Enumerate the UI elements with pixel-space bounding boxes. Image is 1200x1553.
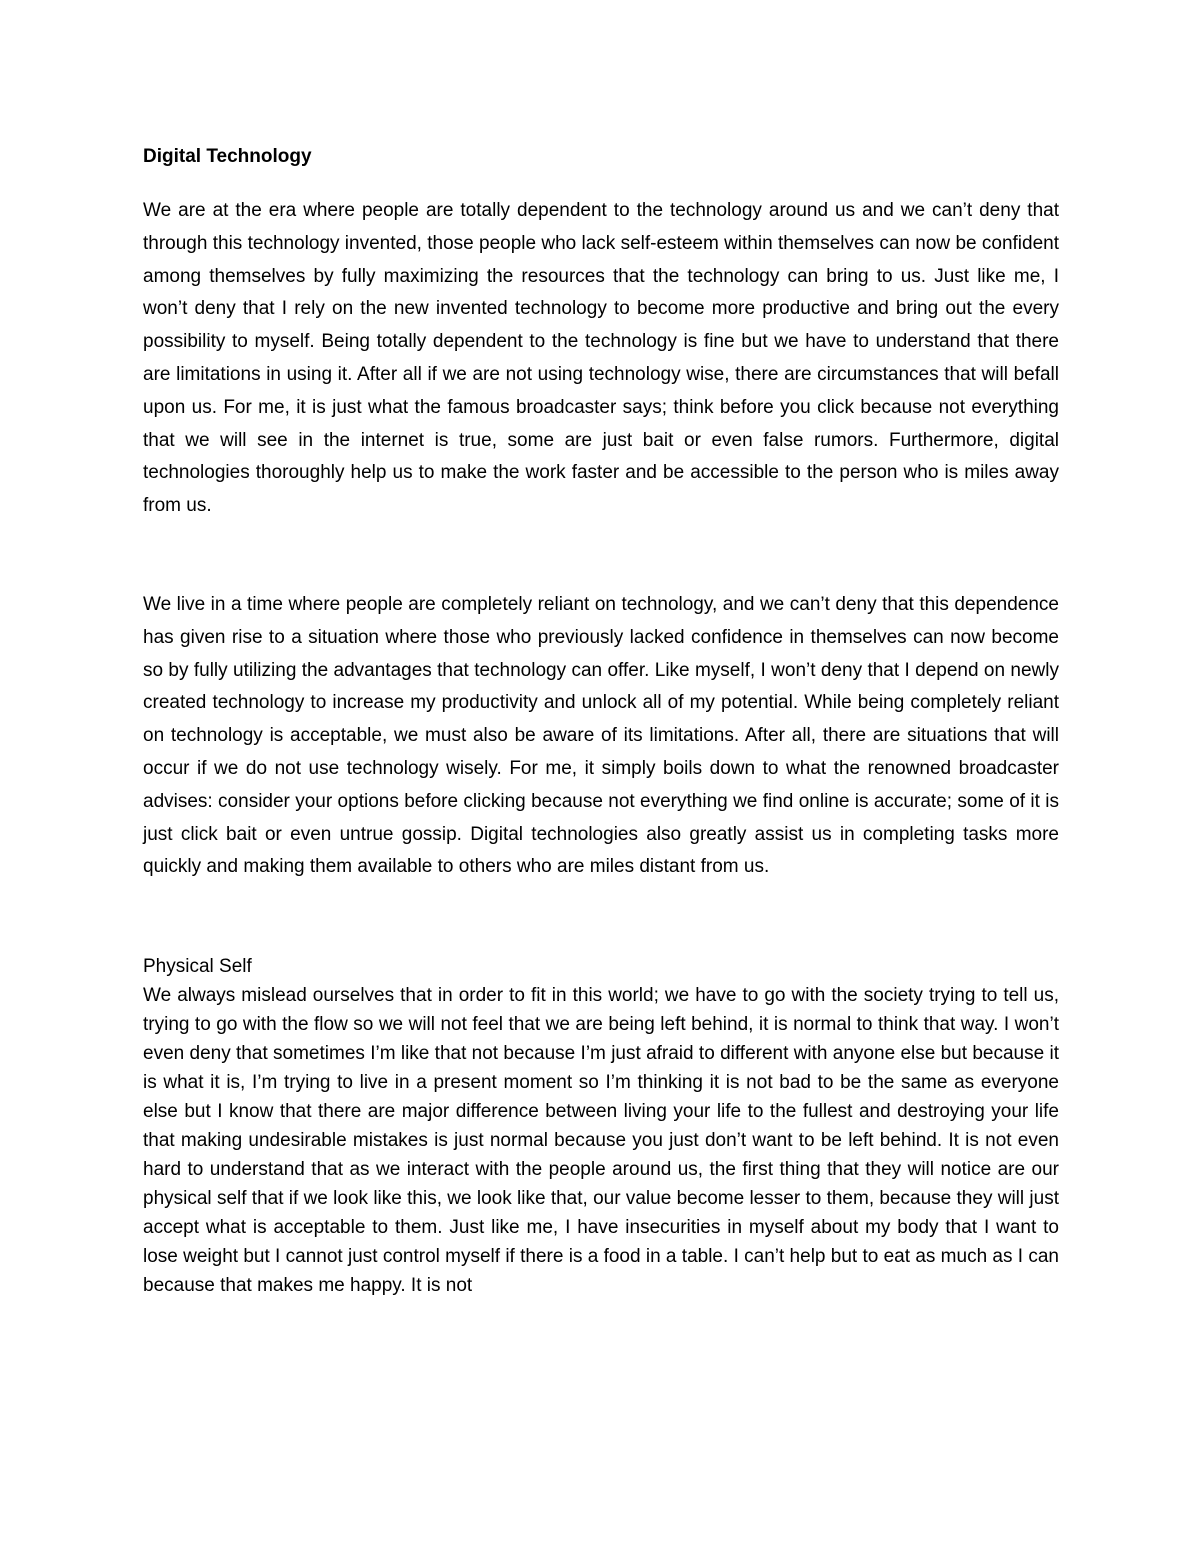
document-body	[143, 140, 1059, 1300]
paragraph-physical-self: We always mislead ourselves that in order to fit in this world; we have to go with the society trying to tell us, trying to go with the flow so we will not feel that we are being left behind, it is normal to think that way. I won’t even deny that sometimes I’m like that not because I’m just afraid to different with anyone else but because it is what it is, I’m trying to live in a present moment so I’m thinking it is not bad to be the same as everyone else but I know that there are major difference between living your life to the fullest and destroying your life that making undesirable mistakes is just normal because you just don’t want to be left behind. It is not even hard to understand that as we interact with the people around us, the first thing that they will notice are our physical self that if we look like this, we look like that, our value become lesser to them, because they will just accept what is acceptable to them. Just like me, I have insecurities in myself about my body that I want to lose weight but I cannot just control myself if there is a food in a table. I can’t help but to eat as much as I can because that makes me happy. It is not	[143, 985, 1059, 1297]
paragraph-digital-technology-1: We are at the era where people are totally dependent to the technology around us and we can’t deny that through this technology invented, those people who lack self-esteem within themselves can now be confident among themselves by fully maximizing the resources that the technology can bring to us. Just like me, I won’t deny that I rely on the new invented technology to become more productive and bring out the every possibility to myself. Being totally dependent to the technology is fine but we have to understand that there are limitations in using it. After all if we are not using technology wise, there are circumstances that will befall upon us. For me, it is just what the famous broadcaster says; think before you click because not everything that we will see in the internet is true, some are just bait or even false rumors. Furthermore, digital technologies thoroughly help us to make the work faster and be accessible to the person who is miles away from us.	[143, 200, 1059, 517]
section-title-digital-technology: Digital Technology	[143, 146, 312, 167]
section-title-physical-self: Physical Self	[143, 956, 252, 978]
paragraph-digital-technology-2: We live in a time where people are completely reliant on technology, and we can’t deny that this dependence has given rise to a situation where those who previously lacked confidence in themselves can now become so by fully utilizing the advantages that technology can offer. Like myself, I won’t deny that I depend on newly created technology to increase my productivity and unlock all of my potential. While being completely reliant on technology is acceptable, we must also be aware of its limitations. After all, there are situations that will occur if we do not use technology wisely. For me, it simply boils down to what the renowned broadcaster advises: consider your options before clicking because not everything we find online is accurate; some of it is just click bait or even untrue gossip. Digital technologies also greatly assist us in completing tasks more quickly and making them available to others who are miles distant from us.	[143, 593, 1059, 878]
